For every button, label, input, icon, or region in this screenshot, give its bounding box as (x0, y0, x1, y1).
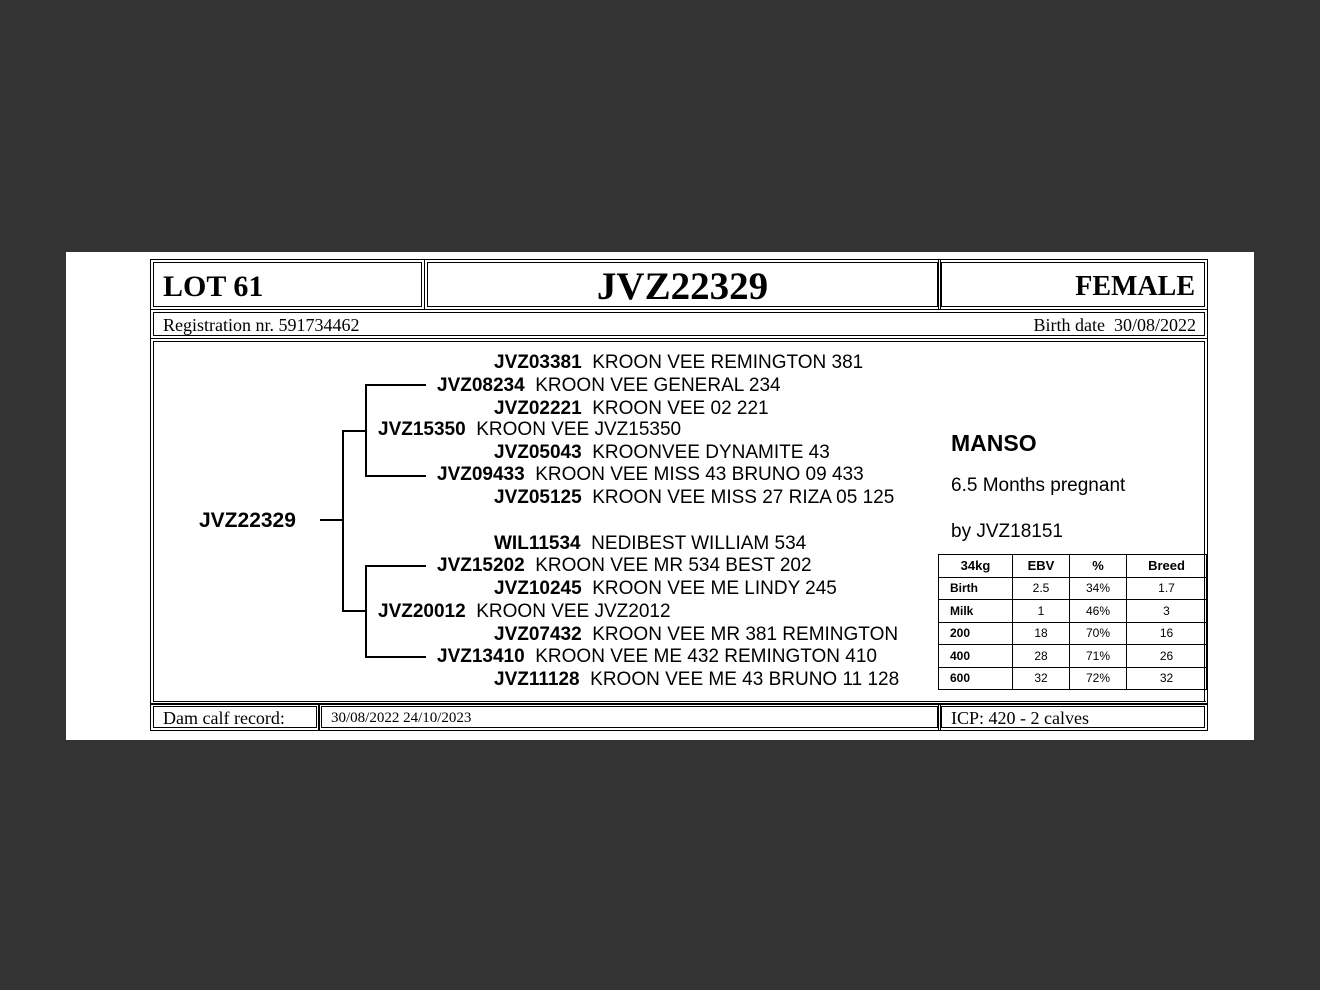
pedigree-dss: WIL11534 NEDIBEST WILLIAM 534 (494, 533, 807, 554)
ds-connector (365, 565, 426, 567)
ebv-percent: 72% (1070, 667, 1127, 690)
sd-connector (365, 475, 426, 477)
birth-date (1034, 313, 1197, 337)
ebv-percent: 34% (1070, 577, 1127, 600)
ebv-row-label: Birth (939, 577, 1013, 600)
pedigree-ds: JVZ15202 KROON VEE MR 534 BEST 202 (437, 555, 812, 576)
ebv-percent: 71% (1070, 645, 1127, 668)
table-row (939, 622, 1207, 645)
pedigree-dd: JVZ13410 KROON VEE ME 432 REMINGTON 410 (437, 646, 877, 667)
pedigree-ddd: JVZ11128 KROON VEE ME 43 BRUNO 11 128 (494, 669, 900, 690)
ebv-value: 1 (1013, 600, 1070, 623)
pedigree-sd: JVZ09433 KROON VEE MISS 43 BRUNO 09 433 (437, 464, 864, 485)
pedigree-ssd: JVZ02221 KROON VEE 02 221 (494, 398, 769, 419)
pedigree-sdd: JVZ05125 KROON VEE MISS 27 RIZA 05 125 (494, 487, 895, 508)
pedigree-dsd: JVZ10245 KROON VEE ME LINDY 245 (494, 578, 837, 599)
dd-connector (365, 656, 426, 658)
ebv-header-weight: 34kg (939, 555, 1013, 578)
dam-calf-label: Dam calf record: (163, 708, 285, 728)
icp-value: ICP: 420 - 2 calves (951, 708, 1089, 728)
ebv-header-breed: Breed (1127, 555, 1207, 578)
birth-date-label: Birth date (1033, 315, 1105, 335)
pedigree-sire: JVZ15350 KROON VEE JVZ15350 (378, 419, 682, 440)
sire-grandparents-line (365, 384, 367, 477)
ebv-header-pct: % (1070, 555, 1127, 578)
ebv-percent: 46% (1070, 600, 1127, 623)
ebv-value: 32 (1013, 667, 1070, 690)
table-row (939, 645, 1207, 668)
pedigree-ss: JVZ08234 KROON VEE GENERAL 234 (437, 375, 781, 396)
dam-connector (342, 610, 367, 612)
ebv-value: 2.5 (1013, 577, 1070, 600)
ebv-header-row (939, 555, 1207, 578)
dam-calf-dates: 30/08/2022 24/10/2023 (331, 710, 472, 726)
pedigree-dam: JVZ20012 KROON VEE JVZ2012 (378, 601, 671, 622)
breed-name: MANSO (951, 430, 1037, 456)
ebv-breed: 32 (1127, 667, 1207, 690)
birth-date-value: 30/08/2022 (1113, 315, 1196, 335)
ebv-breed: 26 (1127, 645, 1207, 668)
ebv-breed: 16 (1127, 622, 1207, 645)
table-row (939, 577, 1207, 600)
lot-number: LOT 61 (163, 270, 264, 303)
ebv-breed: 1.7 (1127, 577, 1207, 600)
pedigree-sss: JVZ03381 KROON VEE REMINGTON 381 (494, 352, 864, 373)
dam-grandparents-line (365, 565, 367, 658)
sex-label: FEMALE (1075, 271, 1195, 302)
pedigree-subject: JVZ22329 (199, 509, 296, 532)
pregnancy-status: 6.5 Months pregnant (951, 475, 1126, 496)
subject-connector (320, 519, 344, 521)
service-sire: by JVZ18151 (951, 521, 1063, 542)
sire-connector (342, 430, 367, 432)
ebv-row-label: 200 (939, 622, 1013, 645)
pedigree-sds: JVZ05043 KROONVEE DYNAMITE 43 (494, 442, 830, 463)
ebv-row-label: Milk (939, 600, 1013, 623)
ebv-breed: 3 (1127, 600, 1207, 623)
pedigree-dds: JVZ07432 KROON VEE MR 381 REMINGTON (494, 624, 899, 645)
table-bottom-rule (938, 701, 1206, 702)
parents-vertical-line (342, 430, 344, 612)
ss-connector (365, 384, 426, 386)
registration-number: Registration nr. 591734462 (163, 315, 360, 335)
ebv-header-ebv: EBV (1013, 555, 1070, 578)
table-row (939, 600, 1207, 623)
ebv-value: 18 (1013, 622, 1070, 645)
animal-id-title: JVZ22329 (596, 265, 769, 308)
ebv-value: 28 (1013, 645, 1070, 668)
table-row (939, 667, 1207, 690)
ebv-table (938, 554, 1207, 690)
ebv-row-label: 600 (939, 667, 1013, 690)
ebv-row-label: 400 (939, 645, 1013, 668)
ebv-percent: 70% (1070, 622, 1127, 645)
